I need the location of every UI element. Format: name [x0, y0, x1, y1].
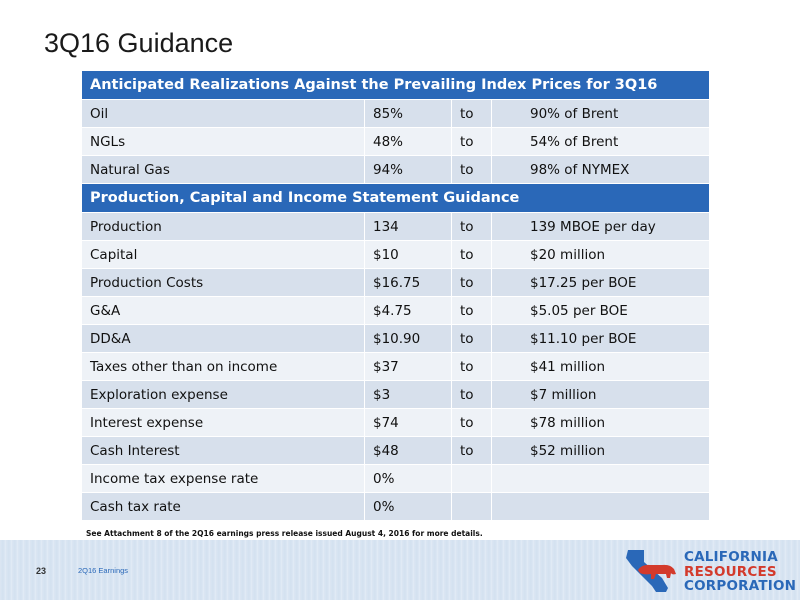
- guidance-table: [81, 70, 710, 521]
- row-to: to: [452, 213, 492, 241]
- guidance-table-body: [82, 71, 710, 521]
- row-to: to: [452, 100, 492, 128]
- row-to: to: [452, 128, 492, 156]
- table-row: [82, 213, 710, 241]
- row-to: to: [452, 437, 492, 465]
- table-row: [82, 269, 710, 297]
- row-low-value: $16.75: [365, 269, 452, 297]
- row-low-value: $10.90: [365, 325, 452, 353]
- table-row: [82, 297, 710, 325]
- row-to: [452, 493, 492, 521]
- row-label: DD&A: [82, 325, 365, 353]
- footer-label: 2Q16 Earnings: [78, 566, 129, 575]
- row-high-value: 139 MBOE per day: [492, 213, 710, 241]
- row-label: NGLs: [82, 128, 365, 156]
- section-header-row: [82, 71, 710, 100]
- california-bear-icon: [622, 548, 680, 594]
- row-high-value: [492, 493, 710, 521]
- table-row: [82, 353, 710, 381]
- row-to: to: [452, 241, 492, 269]
- footnote: See Attachment 8 of the 2Q16 earnings press release issued August 4, 2016 for more details.: [86, 529, 483, 538]
- table-row: [82, 325, 710, 353]
- row-to: [452, 465, 492, 493]
- row-low-value: $74: [365, 409, 452, 437]
- table-row: [82, 100, 710, 128]
- row-label: Taxes other than on income: [82, 353, 365, 381]
- row-low-value: $37: [365, 353, 452, 381]
- row-label: Cash Interest: [82, 437, 365, 465]
- row-low-value: $4.75: [365, 297, 452, 325]
- table-row: [82, 437, 710, 465]
- page-title: 3Q16 Guidance: [44, 28, 234, 58]
- table-row: [82, 241, 710, 269]
- row-high-value: $5.05 per BOE: [492, 297, 710, 325]
- row-label: Production Costs: [82, 269, 365, 297]
- row-to: to: [452, 353, 492, 381]
- row-high-value: 54% of Brent: [492, 128, 710, 156]
- table-row: [82, 465, 710, 493]
- page-number: 23: [36, 566, 47, 576]
- row-high-value: 98% of NYMEX: [492, 156, 710, 184]
- logo-line-2: RESOURCES: [684, 563, 777, 580]
- row-low-value: 85%: [365, 100, 452, 128]
- row-label: Production: [82, 213, 365, 241]
- row-high-value: $78 million: [492, 409, 710, 437]
- row-high-value: $17.25 per BOE: [492, 269, 710, 297]
- row-label: Interest expense: [82, 409, 365, 437]
- row-label: G&A: [82, 297, 365, 325]
- row-label: Oil: [82, 100, 365, 128]
- table-row: [82, 409, 710, 437]
- row-label: Cash tax rate: [82, 493, 365, 521]
- row-label: Capital: [82, 241, 365, 269]
- table-row: [82, 156, 710, 184]
- company-logo: [622, 548, 797, 594]
- row-low-value: 134: [365, 213, 452, 241]
- row-high-value: 90% of Brent: [492, 100, 710, 128]
- row-to: to: [452, 269, 492, 297]
- row-label: Exploration expense: [82, 381, 365, 409]
- section-header: Production, Capital and Income Statement Guidance: [82, 184, 710, 213]
- row-to: to: [452, 409, 492, 437]
- row-label: Income tax expense rate: [82, 465, 365, 493]
- row-high-value: $11.10 per BOE: [492, 325, 710, 353]
- row-low-value: 0%: [365, 465, 452, 493]
- section-header-row: [82, 184, 710, 213]
- row-high-value: [492, 465, 710, 493]
- row-low-value: 48%: [365, 128, 452, 156]
- table-row: [82, 381, 710, 409]
- row-high-value: $52 million: [492, 437, 710, 465]
- table-row: [82, 128, 710, 156]
- row-label: Natural Gas: [82, 156, 365, 184]
- row-high-value: $41 million: [492, 353, 710, 381]
- row-low-value: 94%: [365, 156, 452, 184]
- row-high-value: $7 million: [492, 381, 710, 409]
- row-to: to: [452, 381, 492, 409]
- row-high-value: $20 million: [492, 241, 710, 269]
- row-low-value: $48: [365, 437, 452, 465]
- row-to: to: [452, 156, 492, 184]
- logo-line-3: CORPORATION: [684, 578, 797, 594]
- row-low-value: $10: [365, 241, 452, 269]
- row-to: to: [452, 297, 492, 325]
- table-row: [82, 493, 710, 521]
- row-to: to: [452, 325, 492, 353]
- section-header: Anticipated Realizations Against the Prevailing Index Prices for 3Q16: [82, 71, 710, 100]
- logo-text: [684, 550, 796, 594]
- row-low-value: 0%: [365, 493, 452, 521]
- row-low-value: $3: [365, 381, 452, 409]
- logo-line-1: CALIFORNIA: [684, 549, 778, 565]
